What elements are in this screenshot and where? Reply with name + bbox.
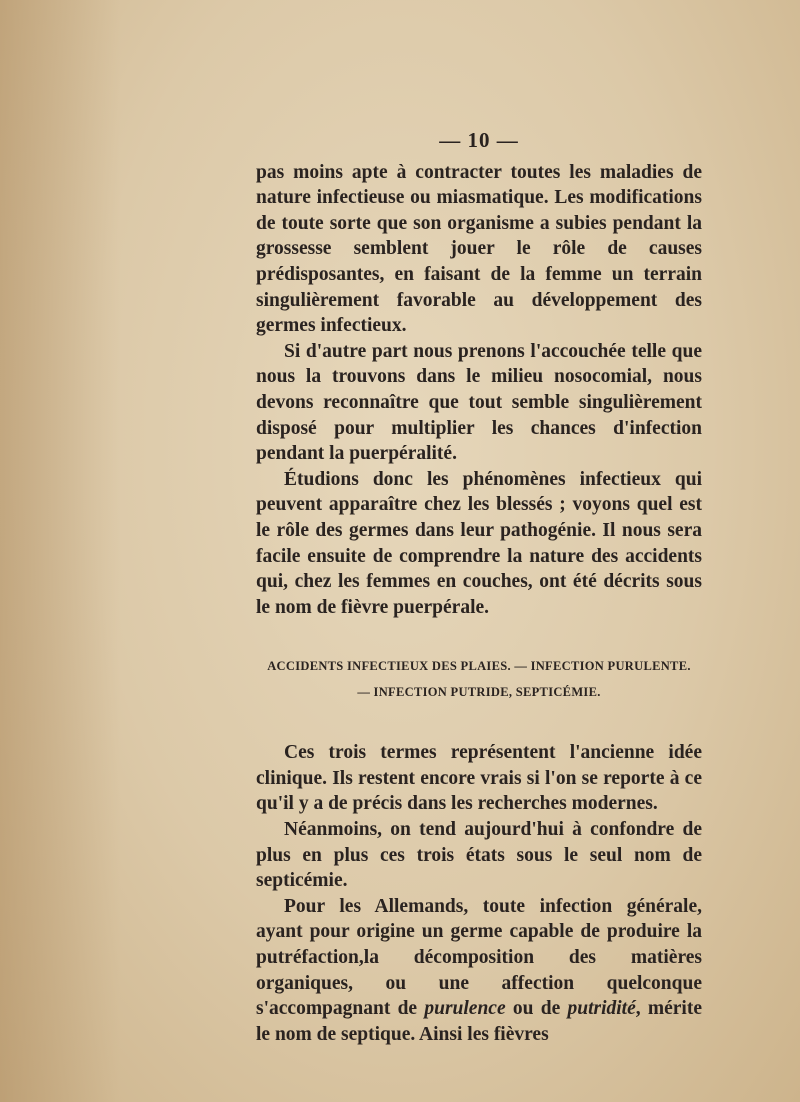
section-heading-line-2: — INFECTION PUTRIDE, SEPTICÉMIE.	[357, 685, 601, 700]
paragraph-6-italic-2: putridité	[567, 998, 636, 1020]
paragraph-4: Ces trois termes représentent l'ancienne idée clinique. Ils restent encore vrais si l'on se reporte à ce qu'il y a de précis dans les recherches modernes.	[256, 742, 702, 815]
paragraph-6-part-2: ou de	[505, 998, 568, 1020]
paragraph-5: Néanmoins, on tend aujourd'hui à confondre de plus en plus ces trois états sous le seul nom de septicémie.	[256, 819, 702, 892]
text-block	[256, 128, 702, 1047]
paragraph-6-italic-1: purulence	[424, 998, 506, 1020]
section-heading-line-1: ACCIDENTS INFECTIEUX DES PLAIES. — INFECTION PURULENTE.	[267, 659, 691, 674]
section-heading	[256, 656, 702, 702]
page-edge-shadow	[0, 0, 120, 1102]
paragraph-1: pas moins apte à contracter toutes les maladies de nature infectieuse ou miasmatique. Les modifications de toute sorte que son organisme a subies pendant la grossesse semblent jouer le rôle de causes prédisposantes, en faisant de la femme un terrain singulièrement favorable au développement des germes infectieux.	[256, 161, 702, 337]
paragraph-3: Étudions donc les phénomènes infectieux qui peuvent apparaître chez les blessés ; voyons quel est le rôle des germes dans leur pathogénie. Il nous sera facile ensuite de comprendre la nature des accidents qui, chez les femmes en couches, ont été décrits sous le nom de fièvre puerpérale.	[256, 468, 702, 618]
page-number: — 10 —	[439, 128, 519, 152]
paragraph-6-part-3: , mérite le nom de septique. Ainsi les fièvres	[256, 998, 702, 1045]
paragraph-6-part-1: Pour les Allemands, toute infection générale, ayant pour origine un germe capable de produire la putréfaction,la décomposition des matières organiques, ou une affection quelconque s'accompagnant de	[256, 895, 702, 1020]
paragraph-6	[256, 894, 702, 1048]
paragraph-2: Si d'autre part nous prenons l'accouchée telle que nous la trouvons dans le milieu nosocomial, nous devons reconnaître que tout semble singulièrement disposé pour multiplier les chances d'infection pendant la puerpéralité.	[256, 340, 702, 465]
